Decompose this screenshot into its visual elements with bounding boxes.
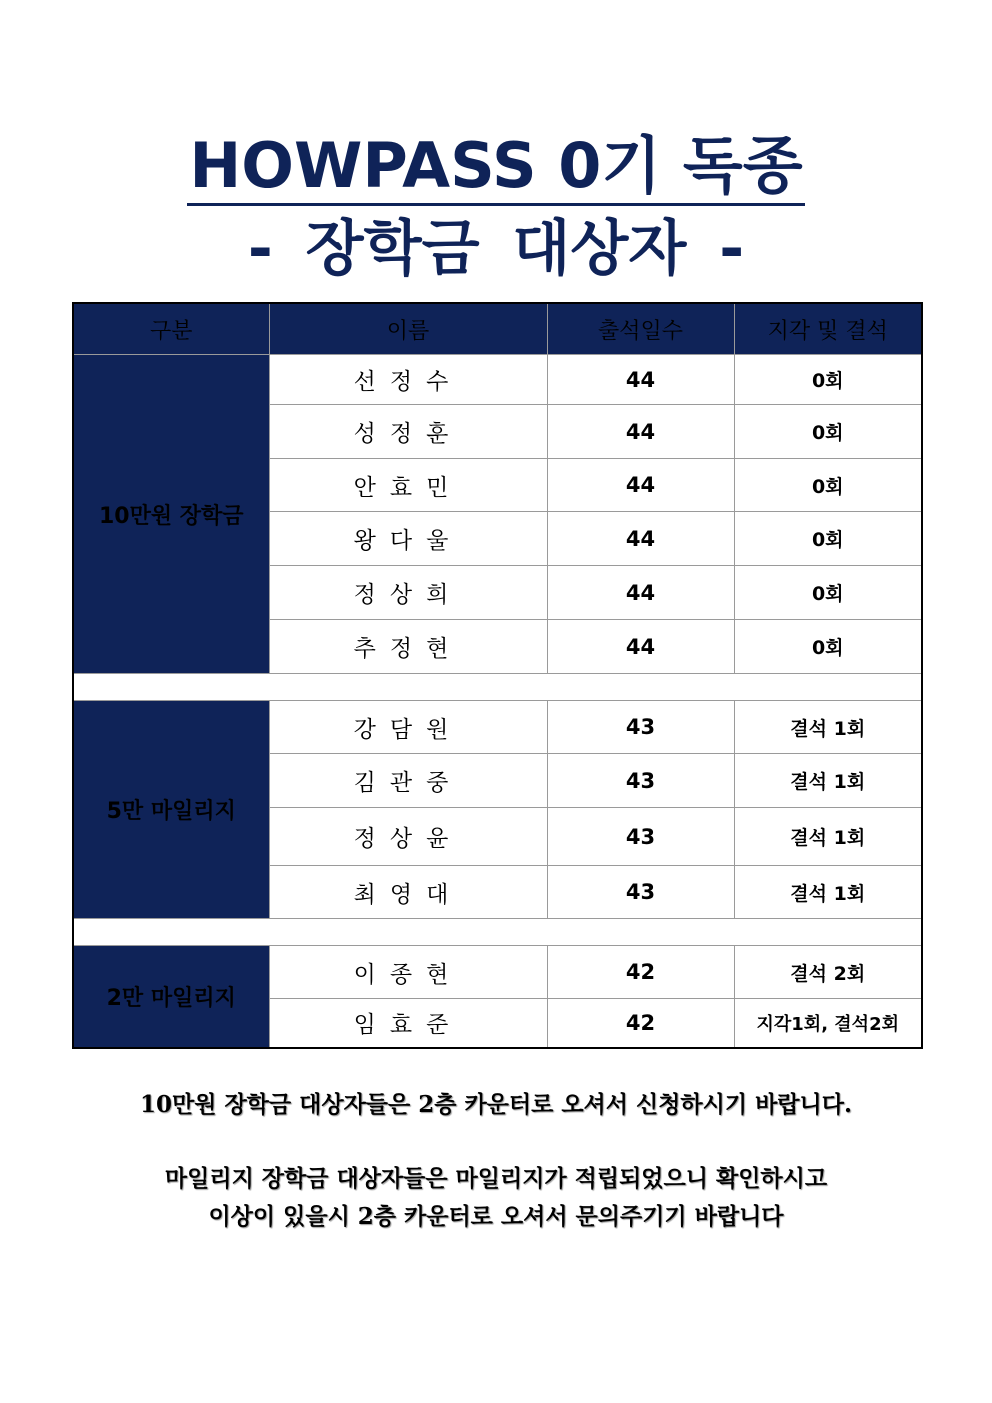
days-cell: 44 bbox=[547, 405, 734, 459]
notice-mileage-line2: 이상이 있을시 2층 카운터로 오셔서 문의주기기 바랍니다 bbox=[208, 1203, 784, 1230]
name-cell: 정상윤 bbox=[269, 808, 547, 866]
header-attendance-days: 출석일수 bbox=[547, 303, 734, 355]
note-cell: 0회 bbox=[734, 512, 922, 566]
category-cell: 5만 마일리지 bbox=[73, 701, 269, 919]
header-category: 구분 bbox=[73, 303, 269, 355]
page-subtitle: - 장학금 대상자 - bbox=[247, 214, 745, 284]
days-cell: 43 bbox=[547, 808, 734, 866]
note-cell: 0회 bbox=[734, 355, 922, 405]
days-cell: 44 bbox=[547, 620, 734, 674]
note-cell: 0회 bbox=[734, 620, 922, 674]
name-cell: 강담원 bbox=[269, 701, 547, 754]
name-cell: 왕다울 bbox=[269, 512, 547, 566]
note-cell: 결석 1회 bbox=[734, 701, 922, 754]
days-cell: 42 bbox=[547, 946, 734, 999]
days-cell: 42 bbox=[547, 999, 734, 1048]
notice-mileage-line1: 마일리지 장학금 대상자들은 마일리지가 적립되었으니 확인하시고 bbox=[164, 1165, 828, 1192]
spacer-cell bbox=[73, 919, 922, 946]
name-cell: 최영대 bbox=[269, 866, 547, 919]
note-cell: 결석 1회 bbox=[734, 754, 922, 808]
name-cell: 정상희 bbox=[269, 566, 547, 620]
note-cell: 0회 bbox=[734, 459, 922, 512]
notice-scholarship-apply: 10만원 장학금 대상자들은 2층 카운터로 오셔서 신청하시기 바랍니다. bbox=[140, 1091, 852, 1118]
name-cell: 이종현 bbox=[269, 946, 547, 999]
note-cell: 지각1회, 결석2회 bbox=[734, 999, 922, 1048]
name-cell: 추정현 bbox=[269, 620, 547, 674]
days-cell: 43 bbox=[547, 866, 734, 919]
note-cell: 결석 1회 bbox=[734, 866, 922, 919]
table-row bbox=[73, 355, 922, 405]
scholarship-table bbox=[72, 302, 923, 1049]
note-cell: 0회 bbox=[734, 566, 922, 620]
spacer-row bbox=[73, 919, 922, 946]
name-cell: 성정훈 bbox=[269, 405, 547, 459]
days-cell: 43 bbox=[547, 754, 734, 808]
days-cell: 44 bbox=[547, 355, 734, 405]
table-header-row bbox=[73, 303, 922, 355]
header-late-absence: 지각 및 결석 bbox=[734, 303, 922, 355]
note-cell: 0회 bbox=[734, 405, 922, 459]
header-name: 이름 bbox=[269, 303, 547, 355]
days-cell: 44 bbox=[547, 459, 734, 512]
category-cell: 2만 마일리지 bbox=[73, 946, 269, 1048]
category-cell: 10만원 장학금 bbox=[73, 355, 269, 674]
table-row bbox=[73, 946, 922, 999]
days-cell: 44 bbox=[547, 512, 734, 566]
spacer-cell bbox=[73, 674, 922, 701]
name-cell: 선정수 bbox=[269, 355, 547, 405]
name-cell: 임효준 bbox=[269, 999, 547, 1048]
spacer-row bbox=[73, 674, 922, 701]
note-cell: 결석 1회 bbox=[734, 808, 922, 866]
page-title bbox=[0, 128, 992, 206]
table-row bbox=[73, 701, 922, 754]
days-cell: 43 bbox=[547, 701, 734, 754]
name-cell: 김관중 bbox=[269, 754, 547, 808]
days-cell: 44 bbox=[547, 566, 734, 620]
note-cell: 결석 2회 bbox=[734, 946, 922, 999]
page-title-text: HOWPASS 0기 독종 bbox=[187, 131, 804, 206]
name-cell: 안효민 bbox=[269, 459, 547, 512]
